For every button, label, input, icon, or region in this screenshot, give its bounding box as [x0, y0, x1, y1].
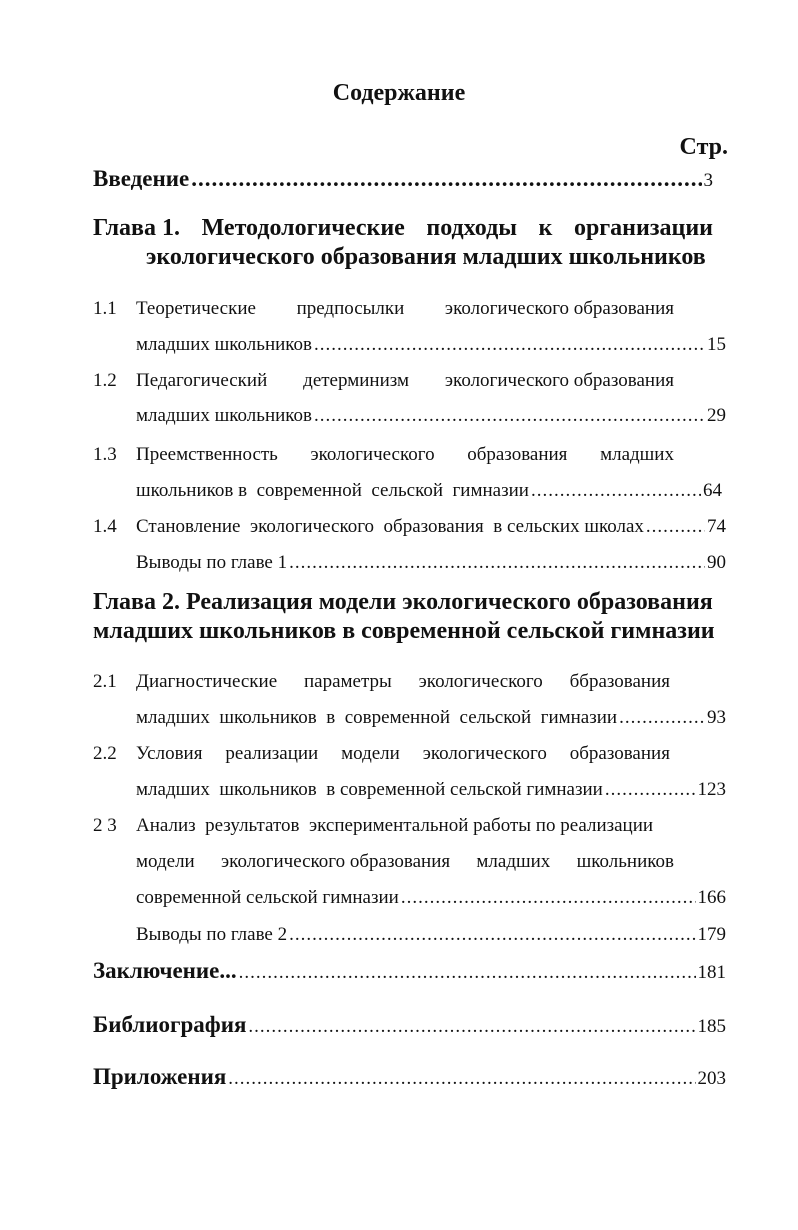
chapter-1-heading-cont: экологического образования младших школьников: [146, 244, 706, 270]
toc-entry-1-4[interactable]: Становление экологического образования в сельских школах ..... 74: [136, 516, 726, 538]
toc-entry-bibliography[interactable]: Библиография ..... 185: [93, 1012, 726, 1038]
section-number: 2.2: [93, 743, 117, 764]
toc-entry-2-2-cont[interactable]: младших школьников в современной сельской гимназии ..... 123: [136, 779, 726, 801]
toc-entry-chapter-2-conclusions[interactable]: Выводы по главе 2 ..... 179: [136, 924, 726, 946]
toc-entry-2-1[interactable]: Диагностические параметры экологического ббразования: [136, 671, 670, 692]
toc-entry-page: 179: [697, 924, 726, 945]
toc-entry-page: 181: [697, 962, 726, 983]
toc-entry-2-3-cont[interactable]: современной сельской гимназии ..... 166: [136, 887, 726, 909]
section-number: 2 3: [93, 815, 117, 836]
page-title: Содержание: [332, 80, 466, 106]
toc-entry-page: 74: [707, 516, 726, 537]
toc-entry-page: 29: [707, 405, 726, 426]
toc-entry-label: Введение: [93, 166, 190, 191]
toc-entry-page: 166: [697, 887, 726, 908]
toc-entry-2-3[interactable]: Анализ результатов экспериментальной работы по реализации: [136, 815, 654, 836]
toc-entry-page: 203: [697, 1068, 726, 1089]
toc-entry-2-1-cont[interactable]: младших школьников в современной сельской гимназии ..... 93: [136, 707, 726, 729]
toc-entry-page: 185: [697, 1016, 726, 1037]
toc-entry-page: 123: [697, 779, 726, 800]
toc-entry-1-2[interactable]: Педагогический детерминизм экологического образования: [136, 370, 674, 391]
toc-entry-chapter-1-conclusions[interactable]: Выводы по главе 1 ..... 90: [136, 552, 726, 574]
page-column-header: Стр.: [679, 134, 728, 160]
toc-entry-1-3[interactable]: Преемственность экологического образования младших: [136, 444, 674, 465]
toc-entry-appendix[interactable]: Приложения ..... 203: [93, 1064, 726, 1090]
toc-entry-1-2-cont[interactable]: младших школьников ..... 29: [136, 405, 726, 427]
section-number: 1.1: [93, 298, 117, 319]
toc-entry-page: 15: [707, 334, 726, 355]
section-number: 2.1: [93, 671, 117, 692]
toc-entry-2-3-line2: модели экологического образования младших школьников: [136, 851, 674, 872]
toc-entry-page: 64: [703, 480, 722, 501]
toc-entry-intro[interactable]: [93, 166, 713, 192]
toc-entry-2-2[interactable]: Условия реализации модели экологического образования: [136, 743, 670, 764]
chapter-2-heading: Глава 2. Реализация модели экологического образования: [93, 589, 713, 615]
toc-entry-1-1[interactable]: Теоретические предпосылки экологического образования: [136, 298, 674, 319]
toc-entry-1-3-cont[interactable]: школьников в современной сельской гимназии ..... 64: [136, 480, 722, 502]
toc-entry-1-1-cont[interactable]: младших школьников ..... 15: [136, 334, 726, 356]
toc-entry-conclusion[interactable]: Заключение... ..... 181: [93, 958, 726, 984]
toc-entry-page: 90: [707, 552, 726, 573]
section-number: 1.4: [93, 516, 117, 537]
section-number: 1.2: [93, 370, 117, 391]
chapter-2-heading-cont: младших школьников в современной сельской гимназии: [93, 618, 715, 644]
toc-entry-page: 3: [703, 170, 713, 191]
chapter-1-heading: Глава 1. Методологические подходы к организации: [93, 215, 713, 241]
toc-entry-page: 93: [707, 707, 726, 728]
section-number: 1.3: [93, 444, 117, 465]
